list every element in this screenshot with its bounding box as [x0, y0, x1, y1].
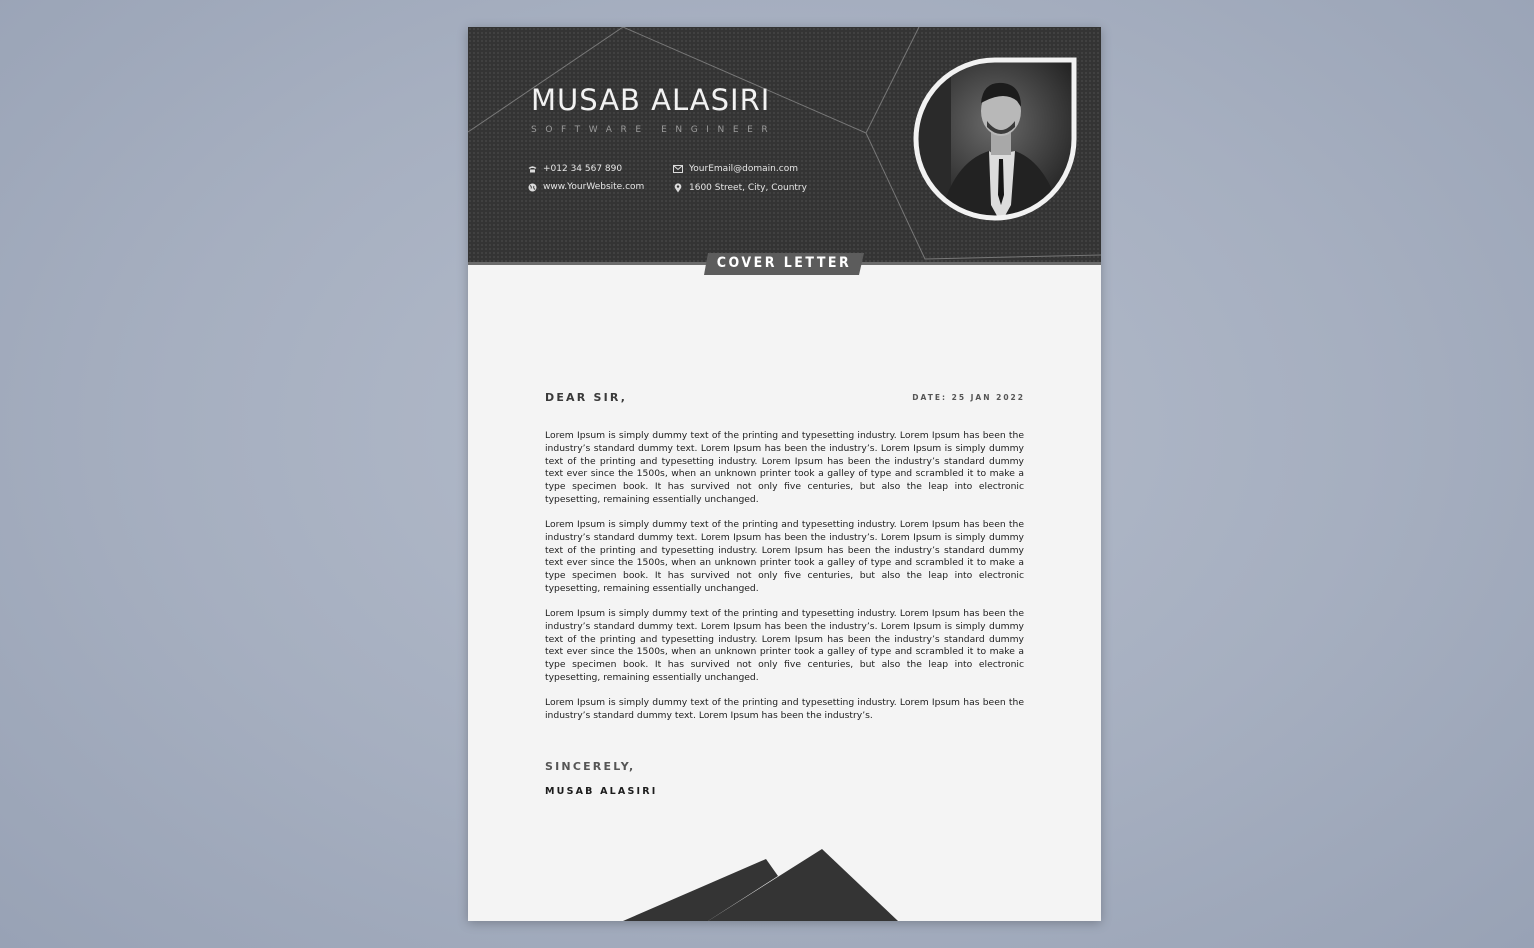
contact-address	[673, 183, 807, 193]
closing: SINCERELY,	[545, 760, 636, 773]
candidate-name: MUSAB ALASIRI	[531, 83, 771, 117]
contact-email	[673, 164, 798, 174]
email-icon	[673, 164, 683, 174]
contact-website	[527, 182, 644, 192]
body-paragraph: Lorem Ipsum is simply dummy text of the printing and typesetting industry. Lorem Ipsum has been the industry’s standard dummy text. Lorem Ipsum has been the industry’s. Lorem Ipsum is simply dummy text of the printing and typesetting industry. Lorem Ipsum has been the industry’s standard dummy text ever since the 1500s, when an unknown printer took a galley of type and scrambled it to make a type specimen book. It has survived not only five centuries, but also the leap into electronic typesetting, remaining essentially unchanged.	[545, 519, 1024, 594]
body-paragraph: Lorem Ipsum is simply dummy text of the printing and typesetting industry. Lorem Ipsum has been the industry’s standard dummy text. Lorem Ipsum has been the industry’s. Lorem Ipsum is simply dummy text of the printing and typesetting industry. Lorem Ipsum has been the industry’s standard dummy text ever since the 1500s, when an unknown printer took a galley of type and scrambled it to make a type specimen book. It has survived not only five centuries, but also the leap into electronic typesetting, remaining essentially unchanged.	[545, 608, 1024, 683]
cover-letter-tag: COVER LETTER	[716, 255, 852, 271]
body-paragraph: Lorem Ipsum is simply dummy text of the printing and typesetting industry. Lorem Ipsum has been the industry’s standard dummy text. Lorem Ipsum has been the industry’s.	[545, 697, 1024, 722]
website-text: www.YourWebsite.com	[543, 182, 645, 192]
cover-letter-page	[468, 27, 1101, 921]
address-text: 1600 Street, City, Country	[689, 183, 807, 193]
contact-phone	[527, 164, 622, 174]
location-pin-icon	[673, 183, 683, 193]
email-text: YourEmail@domain.com	[689, 164, 798, 174]
salutation: DEAR SIR,	[545, 391, 628, 404]
signature-name: MUSAB ALASIRI	[545, 786, 658, 797]
body-paragraph: Lorem Ipsum is simply dummy text of the printing and typesetting industry. Lorem Ipsum has been the industry’s standard dummy text. Lorem Ipsum has been the industry’s. Lorem Ipsum is simply dummy text of the printing and typesetting industry. Lorem Ipsum has been the industry’s standard dummy text ever since the 1500s, when an unknown printer took a galley of type and scrambled it to make a type specimen book. It has survived not only five centuries, but also the leap into electronic typesetting, remaining essentially unchanged.	[545, 430, 1024, 505]
letter-date: DATE: 25 JAN 2022	[912, 393, 1025, 402]
candidate-role: SOFTWARE ENGINEER	[531, 125, 777, 135]
letter-header	[468, 27, 1101, 264]
footer-decoration	[468, 827, 1101, 921]
letter-body	[545, 430, 1024, 735]
globe-icon	[527, 182, 537, 192]
phone-text: +012 34 567 890	[543, 164, 623, 174]
profile-photo	[911, 55, 1079, 223]
phone-icon	[527, 164, 537, 174]
